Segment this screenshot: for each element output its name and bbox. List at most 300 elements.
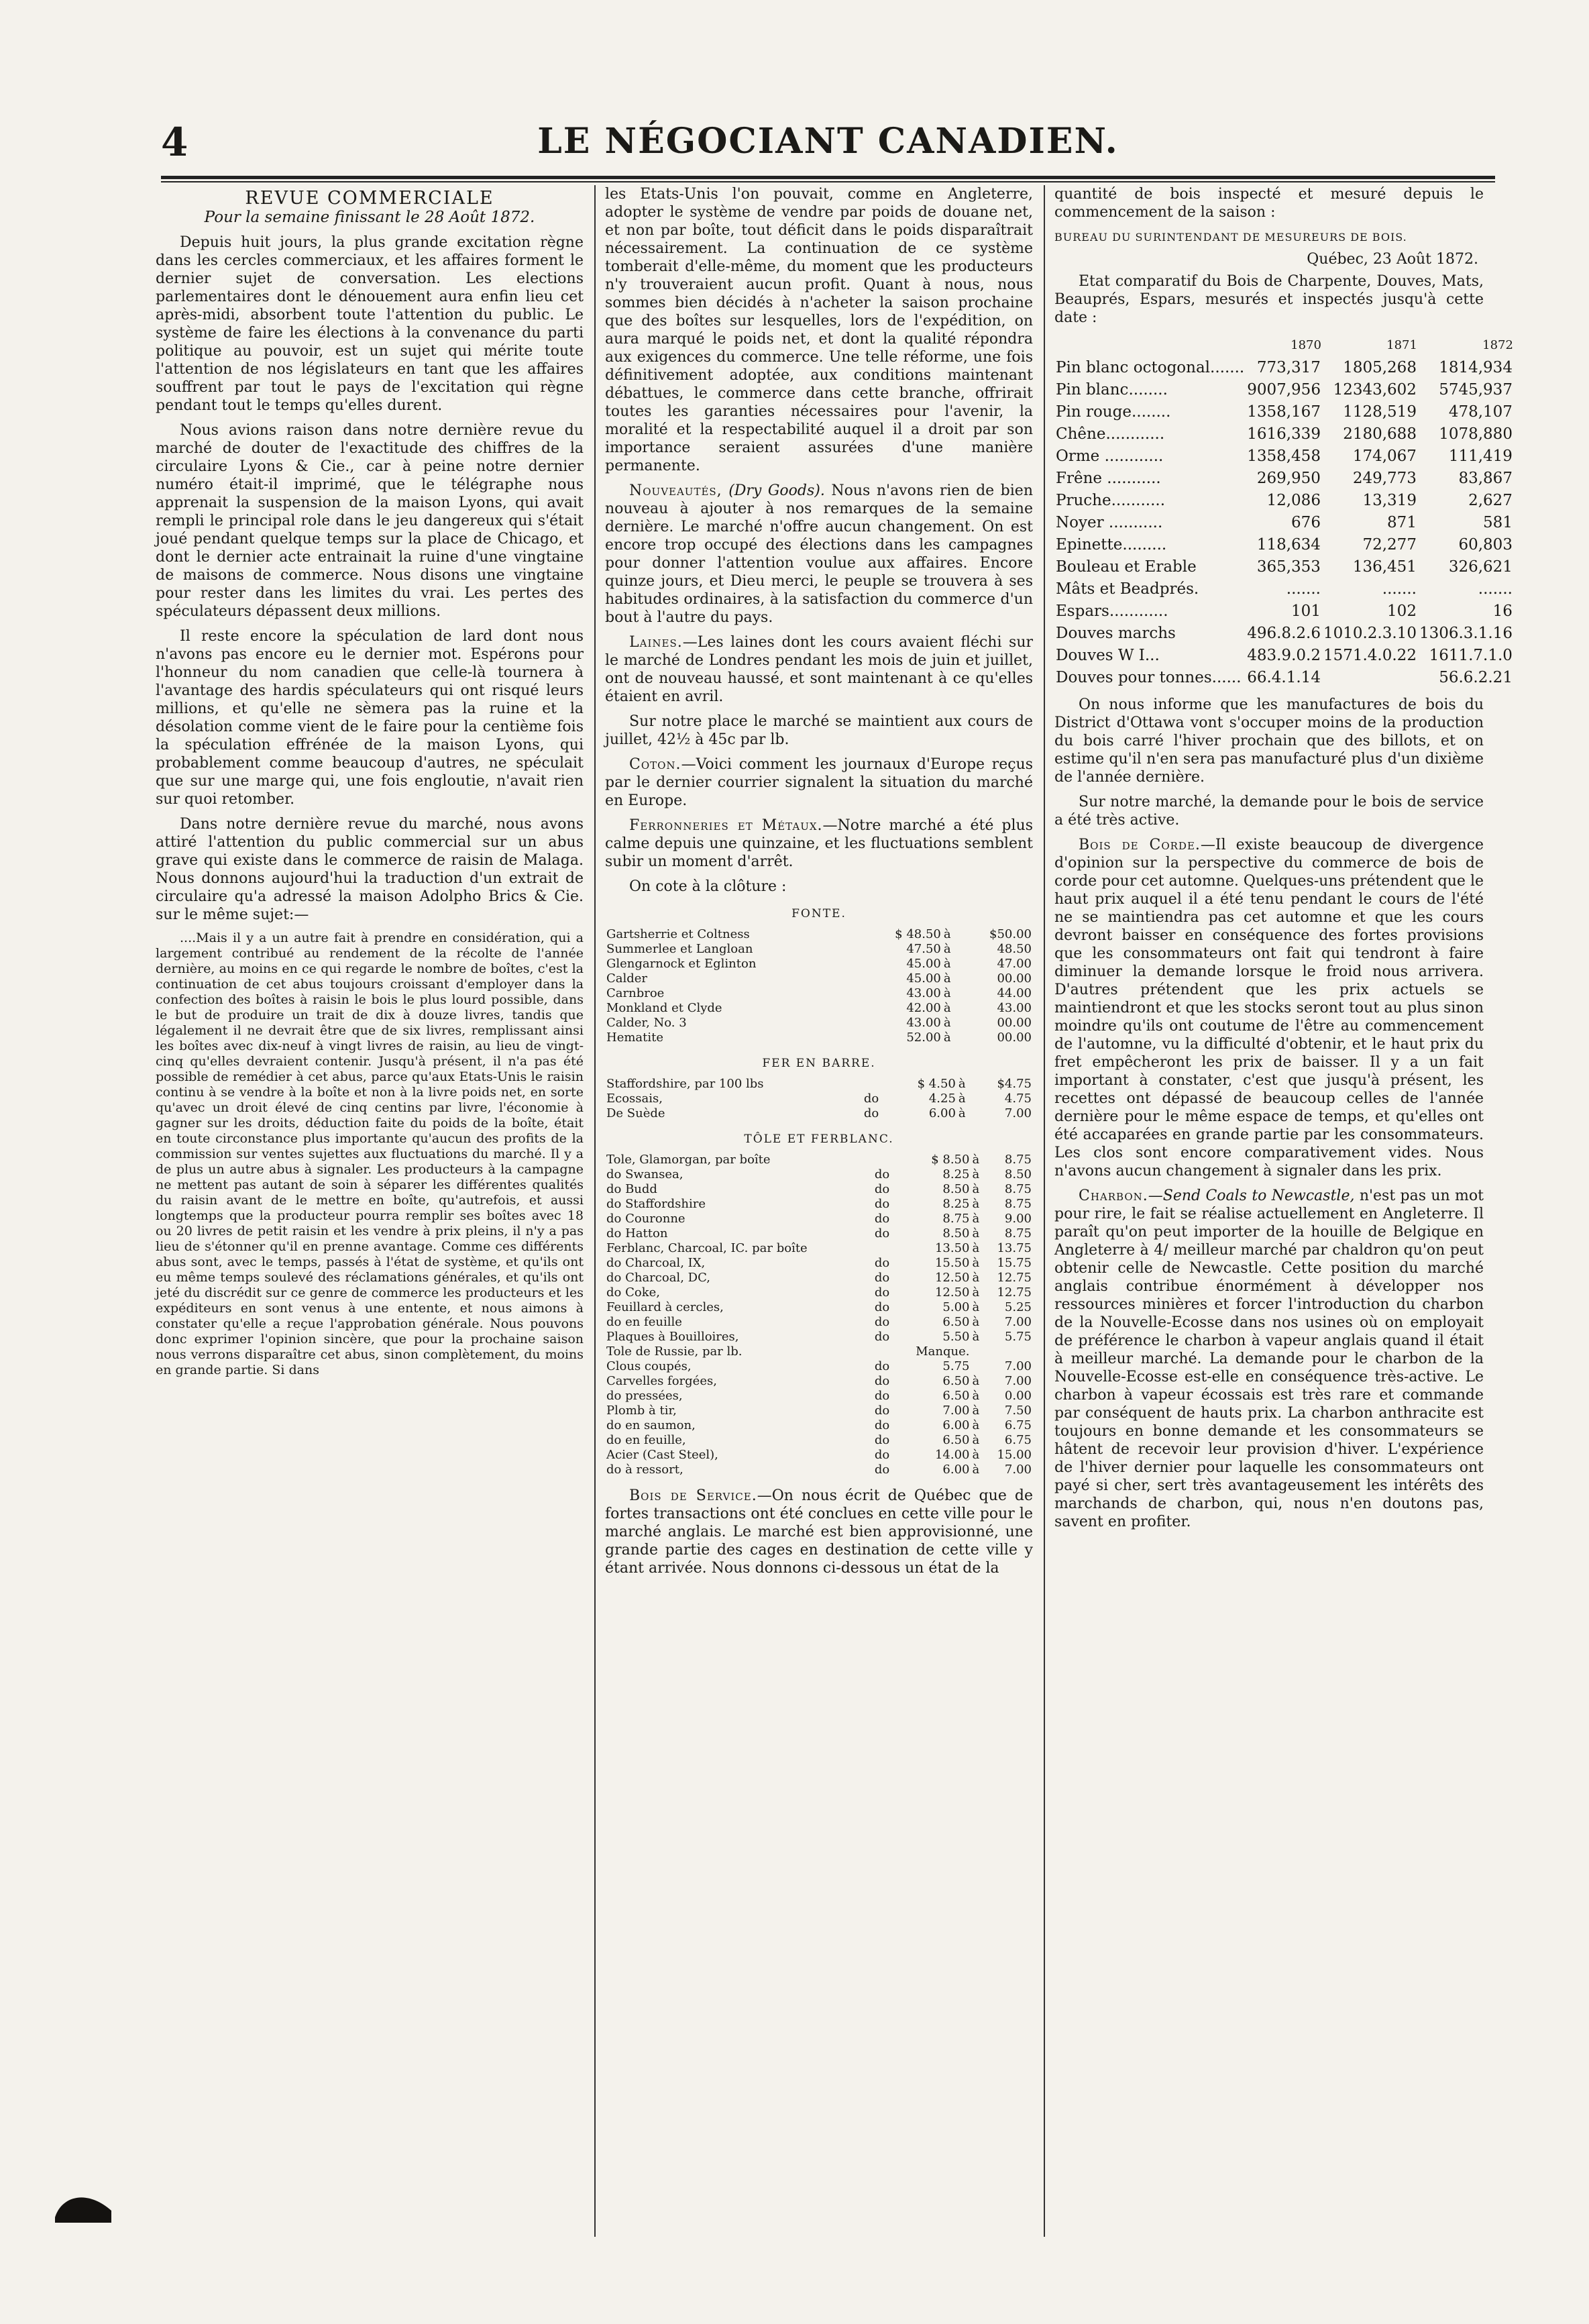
price-item-name: Hematite [606,1031,664,1045]
price-high: 9.00 [1004,1212,1032,1226]
price-unit: do [874,1226,890,1240]
price-high: 7.00 [1004,1106,1032,1120]
price-separator: à [972,1182,980,1196]
price-item-name: Summerlee et Langloan [606,942,753,956]
paragraph-laines [605,633,1033,706]
price-row [605,1463,1033,1477]
price-unit: do [874,1359,890,1373]
price-high: 8.75 [1004,1197,1032,1211]
price-high: 15.75 [997,1256,1032,1270]
paragraph-bois-service [605,1487,1033,1577]
price-low: 6.00 [942,1418,970,1432]
price-separator: à [972,1330,980,1344]
price-high: 6.75 [1004,1433,1032,1447]
price-separator: à [972,1448,980,1462]
timber-1872: 581 [1483,514,1513,531]
price-high: 7.00 [1004,1315,1032,1329]
timber-1870: 66.4.1.14 [1247,669,1321,686]
price-item-name: Plaques à Bouilloires, [606,1330,739,1344]
timber-1872: 1814,934 [1439,359,1513,376]
price-unit [857,942,862,957]
paragraph-ferronneries [605,816,1033,871]
timber-1870: 773,317 [1256,359,1321,376]
price-low: 15.50 [934,1256,970,1270]
ink-blot-mark [54,2184,114,2224]
timber-1871: 136,451 [1352,558,1417,576]
price-row [605,971,1033,986]
price-high: 8.75 [1004,1153,1032,1167]
price-low: 5.75 [942,1359,970,1373]
timber-name: Douves W I... [1056,647,1160,664]
section-subheading: Pour la semaine finissant le 28 Août 1872. [204,209,535,226]
dateline: Québec, 23 Août 1872. [1307,251,1478,268]
price-item-name: Calder, No. 3 [606,1016,687,1030]
price-separator: à [958,1092,966,1106]
timber-name: Pruche........... [1056,492,1166,509]
price-low: 12.50 [934,1271,970,1285]
timber-1871: 871 [1387,514,1417,531]
price-row [605,1315,1033,1330]
bureau-heading: BUREAU DU SURINTENDANT DE MESUREURS DE BOIS. [1054,231,1407,244]
price-row [605,1389,1033,1404]
price-separator: à [943,1031,951,1045]
timber-row [1054,357,1514,379]
price-item-name: Ecossais, [606,1092,663,1106]
price-low: 6.50 [942,1389,970,1403]
timber-name: Pin blanc octogonal....... [1056,359,1245,376]
paragraph: Dans notre dernière revue du marché, nous avons attiré l'attention du public commercial sur un abus grave qui existe dans le commerce de raisin de Malaga. Nous donnons aujourd'hui la traduction d'un extrait de circulaire qu'a adressé la maison Adolpho Brics & Cie. sur le même sujet:— [156,816,584,923]
price-row [605,1197,1033,1212]
price-high: 47.00 [997,957,1032,971]
price-unit [857,957,862,971]
price-row [605,1418,1033,1433]
timber-row [1054,667,1514,689]
price-high: 8.50 [1004,1167,1032,1181]
price-low: 52.00 [906,1031,941,1045]
price-separator: à [972,1197,980,1211]
column-3 [1054,185,1513,2245]
price-unit: do [863,1106,879,1120]
price-unit [873,1241,897,1256]
price-high: 5.75 [1004,1330,1032,1344]
price-low: $ 4.50 [917,1077,956,1091]
timber-name: Mâts et Beadprés. [1056,580,1199,598]
price-low: 5.50 [942,1330,970,1344]
paragraph: Nous avions raison dans notre dernière revue du marché de douter de l'exactitude des chiffres de la circulaire Lyons & Cie., car à peine notre dernier numéro était-il imprimé, que le télégraphe nous apprenait la suspension de la maison Lyons, qui avait rempli le principal role dans le jeu dangereux qui s'était joué pendant quelque temps sur la place de Chicago, et dont le dernier acte entrainait la ruine d'une vingtaine de maisons de commerce. Nous disons une vingtaine pour rester dans les limites du vrai. Les pertes des spéculateurs dépassent deux millions. [156,422,584,620]
price-table-barre [605,1077,1033,1121]
paragraph: On cote à la clôture : [629,878,787,895]
price-row [605,986,1033,1001]
price-high [984,1344,1033,1359]
timber-1871: 2180,688 [1343,425,1417,443]
timber-1870: ....... [1286,580,1321,598]
price-high: 44.00 [997,986,1032,1000]
price-row [605,1031,1033,1045]
price-item-name: do Swansea, [606,1167,683,1181]
price-unit: do [874,1389,890,1403]
timber-1872: 5745,937 [1439,381,1513,399]
price-high: 7.00 [1004,1359,1032,1373]
price-row [605,1153,1033,1167]
price-item-name: Glengarnock et Eglinton [606,957,757,971]
timber-name: Frêne ........... [1056,470,1161,487]
timber-1871: ....... [1382,580,1417,598]
price-item-name: do Staffordshire [606,1197,706,1211]
price-high: $50.00 [989,927,1032,941]
price-item-name: do à ressort, [606,1463,683,1477]
paragraph: Sur notre marché, la demande pour le bois de service a été très active. [1054,794,1484,829]
price-unit: do [874,1315,890,1329]
price-item-name: do en feuille [606,1315,682,1329]
paragraph: les Etats-Unis l'on pouvait, comme en Angleterre, adopter le système de vendre par poids de douane net, et non par boîte, tout déficit dans le poids disparaîtrait nécessairement. La continuation de ce système tomberait d'elle-même, du moment que les producteurs n'y trouveraient aucun profit. Quant à nous, nous sommes bien décidés à n'acheter la saison prochaine que des boîtes sur lesquelles, lors de l'expédition, on aura marqué le poids net, et dont la qualité répondra aux exigences du commerce. Une telle réforme, une fois définitivement adoptée, aux conditions maintenant débattues, le commerce dans cette branche, offrirait toutes les garanties nécessaires pour l'avenir, la moralité et la respectabilité auquel il a droit par son importance seraient assurées d'une manière permanente. [605,186,1033,474]
price-high: 5.25 [1004,1300,1032,1314]
price-separator: à [958,1077,966,1091]
timber-name: Pin rouge........ [1056,403,1171,421]
price-row [605,1077,1033,1092]
price-low: Manque. [916,1344,970,1359]
price-low: 8.75 [942,1212,970,1226]
price-unit: do [874,1448,890,1462]
timber-1872: 111,419 [1448,447,1513,465]
price-separator: à [972,1433,980,1447]
price-low: 8.25 [942,1167,970,1181]
timber-name: Espars............ [1056,602,1168,620]
price-low: 8.25 [942,1197,970,1211]
price-unit: do [874,1330,890,1344]
timber-1871: 174,067 [1352,447,1417,465]
price-section-heading: FONTE. [791,907,846,920]
price-separator: à [943,1001,951,1015]
price-unit: do [874,1212,890,1226]
timber-1871: 102 [1387,602,1417,620]
timber-1872: 16 [1492,602,1513,620]
price-low: 6.50 [942,1433,970,1447]
price-low: 47.50 [906,942,941,956]
price-unit [873,1153,897,1167]
run-in-heading-quote: —Send Coals to Newcastle, [1148,1187,1355,1204]
price-unit: do [874,1433,890,1447]
price-high: 8.75 [1004,1182,1032,1196]
price-unit: do [874,1300,890,1314]
timber-1870: 118,634 [1256,536,1321,553]
price-separator: à [972,1315,980,1329]
paragraph-text: n'est pas un mot pour rire, le fait se réalise actuellement en Angleterre. Il paraît qu'on peut importer de la houille de Belgique en Angleterre à 4/ meilleur marché par chaldron qu'on peut obtenir celle de Newcastle. Cette position du marché anglais contribue énormément à développer nos ressources minières et forcer l'introduction du charbon de la Nouvelle-Ecosse dans nos usines où on employait de préférence le charbon à vapeur anglais quand il était à meilleur marché. La demande pour le charbon de la Nouvelle-Ecosse est-elle en conséquence très-active. Le charbon à vapeur écossais est très rare et commande par conséquent de hauts prix. La charbon anthracite est toujours en bonne demande et les consommateurs se hâtent de recevoir leur provision d'hiver. L'expérience de l'hiver dernier pour laquelle les consommateurs ont payé si cher, sert très avantageusement les intérêts des marchands de charbon, qui, nous n'en doutons pas, savent en profiter. [1054,1187,1484,1530]
price-low: 12.50 [934,1285,970,1300]
price-row [605,1016,1033,1031]
timber-1872: 1611.7.1.0 [1429,647,1513,664]
price-low: 7.00 [942,1404,970,1418]
price-separator: à [943,971,951,986]
price-separator: à [943,1016,951,1030]
page-number: 4 [161,119,188,165]
price-separator: à [972,1167,980,1181]
price-row [605,1212,1033,1226]
price-item-name: Carvelles forgées, [606,1374,717,1388]
paragraph: Etat comparatif du Bois de Charpente, Douves, Mats, Beauprés, Espars, mesurés et inspectés jusqu'à cette date : [1054,273,1484,326]
timber-1870: 676 [1291,514,1321,531]
price-separator: à [972,1226,980,1240]
masthead [161,113,1495,173]
price-item-name: Feuillard à cercles, [606,1300,724,1314]
header-rule [161,176,1495,179]
price-item-name: Staffordshire, par 100 lbs [606,1077,764,1091]
price-separator: à [958,1106,966,1120]
price-section-heading: FER EN BARRE. [762,1057,876,1070]
timber-row [1054,401,1514,423]
price-separator: à [972,1241,980,1255]
price-high: 7.00 [1004,1463,1032,1477]
price-section-heading: TÔLE ET FERBLANC. [744,1132,894,1146]
price-separator: à [972,1212,980,1226]
timber-1870: 269,950 [1256,470,1321,487]
price-low: 4.25 [928,1092,956,1106]
paragraph-coton [605,755,1033,810]
price-separator: à [972,1153,980,1167]
price-low: 6.00 [942,1463,970,1477]
price-high: 00.00 [997,1016,1032,1030]
price-row [605,1001,1033,1016]
price-high: $4.75 [997,1077,1032,1091]
price-separator: à [972,1389,980,1403]
timber-1872: 326,621 [1448,558,1513,576]
price-unit: do [863,1092,879,1106]
price-low: $ 48.50 [895,927,941,941]
timber-1872: 83,867 [1458,470,1513,487]
price-separator: à [972,1271,980,1285]
price-item-name: do Charcoal, IX, [606,1256,706,1270]
price-separator: à [972,1285,980,1300]
timber-1871 [1322,667,1418,689]
price-row [605,1226,1033,1241]
timber-row [1054,490,1514,512]
price-unit: do [874,1182,890,1196]
timber-row [1054,423,1514,445]
timber-1872: 56.6.2.21 [1439,669,1513,686]
run-in-heading-english: (Dry Goods). [728,482,825,499]
price-item-name: Calder [606,971,648,986]
timber-name: Douves marchs [1056,625,1176,642]
price-unit [857,927,862,942]
price-item-name: Monkland et Clyde [606,1001,722,1015]
price-row [605,942,1033,957]
price-high: 12.75 [997,1271,1032,1285]
timber-name: Noyer ........... [1056,514,1163,531]
timber-name: Orme ............ [1056,447,1164,465]
run-in-heading: Laines. [629,634,683,651]
price-row [605,1182,1033,1197]
price-row [605,1300,1033,1315]
price-row [605,1092,1033,1106]
timber-row [1054,379,1514,401]
timber-row [1054,512,1514,534]
price-low: 6.00 [928,1106,956,1120]
price-unit: do [874,1418,890,1432]
price-low: 45.00 [906,971,941,986]
price-high: 0.00 [1004,1389,1032,1403]
price-high: 12.75 [997,1285,1032,1300]
price-separator [971,1344,983,1359]
paragraph: quantité de bois inspecté et mesuré depuis le commencement de la saison : [1054,186,1484,221]
price-unit: do [874,1463,890,1477]
section-heading: REVUE COMMERCIALE [245,188,494,209]
price-item-name: De Suède [606,1106,665,1120]
price-item-name: Acier (Cast Steel), [606,1448,718,1462]
price-unit: do [874,1285,890,1300]
run-in-heading: Charbon. [1079,1187,1148,1204]
column-1 [156,185,584,2245]
price-row [605,1448,1033,1463]
paragraph-bois-corde [1054,836,1484,1180]
price-row [605,957,1033,971]
timber-1870: 1358,458 [1247,447,1321,465]
price-unit [857,971,862,986]
price-unit: do [874,1404,890,1418]
timber-1872: 478,107 [1448,403,1513,421]
price-row [605,1271,1033,1285]
paragraph-nouveautes [605,482,1033,627]
price-unit [857,1031,862,1045]
price-high: 15.00 [997,1448,1032,1462]
timber-table [1054,333,1514,689]
price-separator: à [943,927,951,941]
price-item-name: do Hatton [606,1226,668,1240]
price-separator: à [972,1418,980,1432]
quoted-circular: ....Mais il y a un autre fait à prendre en considération, qui a largement contribué au rendement de la récolte de l'année dernière, au moins en ce qui regarde le nombre de boîtes, c'est la continuation de cet abus toujours croissant d'employer dans la confection des boîtes à raisin le bois le plus lourd possible, dans le but de produire un trait de dix à douze livres, tandis que légalement il ne devrait être que de six livres, remplissant ainsi les boîtes avec dix-neuf à vingt livres de raisin, au lieu de vingt-cinq qu'elles devraient contenir. Jusqu'à présent, il n'a pas été possible de remédier à cet abus, parce qu'aux Etats-Unis le raisin continu à se vendre à la boîte et non à la livre poids net, en sorte qu'avec un droit élevé de cinq centins par livre, l'économie à gagner sur les droits, déduction faite du poids de la boîte, était en toute circonstance plus importante qu'aucun des profits de la commission sur ventes sujettes aux fluctuations du marché. Il y a de plus un autre abus à signaler. Les producteurs à la campagne ne mettent pas autant de soin à séparer les différentes qualités du raisin avant de le mettre en boîte, qu'autrefois, et aussi longtemps que la producteur pourra remplir ses boîtes avec 18 ou 20 livres de petit raisin et les vendre à prix pleins, il n'y a pas lieu de s'étonner qu'il en prenne avantage. Comme ces différents abus sont, avec le temps, passés à l'état de système, et qu'ils ont eu même temps soulevé des réclamations générales, et qu'ils ont jeté du discrédit sur ce genre de commerce les producteurs et les expéditeurs en sont venus à une entente, et nous aimons à constater qu'elle a reçue l'approbation générale. Nous pouvons donc exprimer l'opinion sincère, que pour la prochaine saison nous verrons disparaître cet abus, sinon complètement, du moins en grande partie. Si dans [156,931,584,1377]
price-item-name: do Budd [606,1182,657,1196]
header-rule-thin [161,181,1495,182]
price-item-name: Ferblanc, Charcoal, IC. par boîte [606,1241,808,1255]
run-in-heading: Coton. [629,756,681,773]
price-low: 13.50 [934,1241,970,1255]
paragraph-text: —Notre marché a été plus calme depuis une quinzaine, et les fluctuations semblent subir un moment d'arrêt. [605,817,1033,870]
timber-1872: 1078,880 [1439,425,1513,443]
price-item-name: Clous coupés, [606,1359,692,1373]
price-low: 8.50 [942,1226,970,1240]
price-item-name: do en feuille, [606,1433,686,1447]
timber-row [1054,556,1514,578]
price-item-name: Tole de Russie, par lb. [606,1344,743,1359]
price-unit [857,1001,862,1016]
price-high: 7.50 [1004,1404,1032,1418]
timber-row [1054,600,1514,623]
year-header: 1872 [1482,338,1513,352]
timber-1871: 249,773 [1352,470,1417,487]
price-separator: à [972,1374,980,1388]
price-separator: à [972,1463,980,1477]
price-item-name: do pressées, [606,1389,683,1403]
timber-name: Bouleau et Erable [1056,558,1197,576]
price-separator: à [972,1256,980,1270]
price-row [605,1374,1033,1389]
price-row [605,1330,1033,1344]
timber-1870: 101 [1291,602,1321,620]
price-low: 8.50 [942,1182,970,1196]
price-high: 00.00 [997,1031,1032,1045]
price-separator: à [943,986,951,1000]
run-in-heading: Nouveautés, [629,482,722,499]
price-row [605,1359,1033,1374]
timber-1871: 1805,268 [1343,359,1417,376]
price-row [605,1285,1033,1300]
timber-row [1054,578,1514,600]
timber-1871: 1571.4.0.22 [1323,647,1417,664]
year-header: 1870 [1291,338,1321,352]
price-low: 14.00 [934,1448,970,1462]
price-low: 6.50 [942,1374,970,1388]
paragraph: Sur notre place le marché se maintient aux cours de juillet, 42½ à 45c par lb. [605,713,1033,748]
price-row [605,1433,1033,1448]
run-in-heading: Bois de Service. [629,1487,757,1504]
timber-1871: 12343,602 [1333,381,1417,399]
run-in-heading: Ferronneries et Métaux. [629,817,823,834]
price-low: $ 8.50 [931,1153,970,1167]
price-unit: do [874,1256,890,1270]
price-row [605,1241,1033,1256]
price-separator: à [972,1404,980,1418]
timber-row [1054,445,1514,468]
paragraph-text: Nous n'avons rien de bien nouveau à ajouter à nos remarques de la semaine dernière. Le marché n'offre aucun changement. On est encore trop occupé des élections dans les campagnes pour donner l'attention voulue aux affaires. Encore quinze jours, et Dieu merci, le peuple se trouvera à ses habitudes ordinaires, à la satisfaction du commerce d'un bout à l'autre du pays. [605,482,1033,626]
paragraph: Il reste encore la spéculation de lard dont nous n'avons pas encore eu le dernier mot. Espérons pour l'honneur du nom canadien que celle-là tournera à l'avantage des hardis spéculateurs qui ont risqué leurs millions, et qu'elle ne sèmera pas la ruine et la désolation comme vient de le faire pour la centième fois la spéculation effrénée de la maison Lyons, qui probablement comme beaucoup d'autres, ne spéculait que sur une marge qui, une fois engloutie, n'avait rien sur quoi retomber. [156,628,584,808]
price-high: 43.00 [997,1001,1032,1015]
price-unit: do [874,1374,890,1388]
timber-1870: 12,086 [1266,492,1321,509]
run-in-heading: Bois de Corde. [1079,837,1201,853]
timber-1871: 72,277 [1362,536,1417,553]
timber-1871: 1010.2.3.10 [1323,625,1417,642]
timber-1872: 2,627 [1468,492,1513,509]
price-item-name: Gartsherrie et Coltness [606,927,750,941]
price-low: 5.00 [942,1300,970,1314]
timber-1870: 365,353 [1256,558,1321,576]
price-item-name: do en saumon, [606,1418,696,1432]
price-row [605,927,1033,942]
paragraph-text: —Voici comment les journaux d'Europe reçus par le dernier courrier signalent la situation du marché en Europe. [605,756,1033,809]
price-table-tole [605,1153,1033,1477]
price-low: 43.00 [906,986,941,1000]
price-low: 43.00 [906,1016,941,1030]
price-high: 48.50 [997,942,1032,956]
timber-1870: 1616,339 [1247,425,1321,443]
column-2 [605,185,1033,2245]
price-row [605,1106,1033,1121]
price-table-fonte [605,927,1033,1045]
price-high: 00.00 [997,971,1032,986]
timber-row [1054,645,1514,667]
price-row [605,1404,1033,1418]
price-high: 13.75 [997,1241,1032,1255]
timber-1872: 60,803 [1458,536,1513,553]
price-item-name: Plomb à tir, [606,1404,677,1418]
newspaper-title: LE NÉGOCIANT CANADIEN. [537,121,1119,162]
timber-1871: 1128,519 [1343,403,1417,421]
timber-name: Chêne............ [1056,425,1165,443]
timber-row [1054,468,1514,490]
paragraph-charbon [1054,1187,1484,1531]
paragraph: On nous informe que les manufactures de bois du District d'Ottawa vont s'occuper moins de la production du bois carré l'hiver prochain que des billots, et on estime qu'il n'en sera pas manufacturé plus d'un dixième de l'année dernière. [1054,696,1484,786]
price-high: 6.75 [1004,1418,1032,1432]
price-low: 45.00 [906,957,941,971]
price-unit [873,1344,897,1359]
column-divider-2 [1044,185,1045,2237]
price-row [605,1167,1033,1182]
timber-row [1054,534,1514,556]
price-unit: do [874,1197,890,1211]
timber-name: Douves pour tonnes...... [1056,669,1242,686]
price-unit [857,1016,862,1031]
price-unit: do [874,1271,890,1285]
paragraph-text: —Il existe beaucoup de divergence d'opinion sur la perspective du commerce de bois de corde pour cet automne. Quelques-uns prétendent que le haut prix auquel il a été tenu pendant le cours de l'été ne se maintiendra pas cet automne et que les cours devront baisser en conséquence des fortes provisions que les consommateurs ont fait qui tendront à faire diminuer la demande lorsque le froid nous arrivera. D'autres prétendent que les prix actuels se maintiendront et que les stocks seront tout au plus sinon moindre qu'ils ont coutume de l'être au commencement de l'automne, vu la difficulté d'obtenir, et le haut prix du fret empêcheront les prix de baisser. Il y a un fait important à constater, c'est que jusqu'à présent, les recettes ont dépassé de beaucoup celles de l'année dernière pour le même espace de temps, et qu'elles ont été accaparées en grande partie par les consommateurs. Les clos sont encore comparativement vides. Nous n'avons aucun changement à signaler dans les prix. [1054,837,1484,1179]
timber-row [1054,623,1514,645]
